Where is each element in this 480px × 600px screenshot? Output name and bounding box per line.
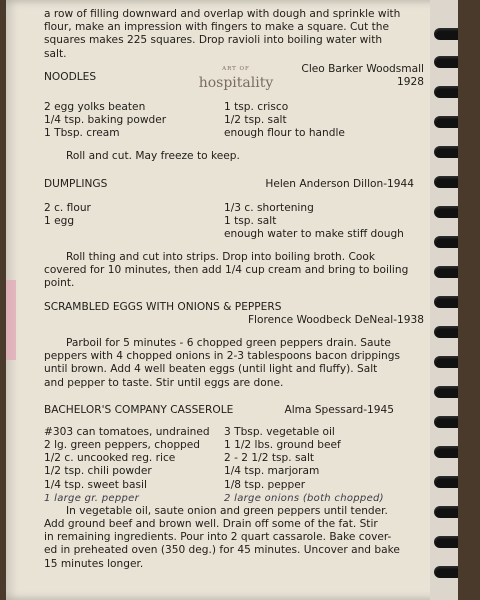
ingredient: 2 - 2 1/2 tsp. salt: [224, 452, 315, 465]
intro-line: squares makes 225 squares. Drop ravioli into boiling water with: [44, 34, 383, 47]
binding-ring: [434, 116, 458, 128]
binding-ring: [434, 236, 458, 248]
binding-ring: [434, 566, 458, 578]
binding-ring: [434, 206, 458, 218]
recipe-title: BACHELOR'S COMPANY CASSEROLE: [44, 403, 234, 416]
handwritten-note: 2 large onions (both chopped): [224, 492, 384, 504]
directions: Add ground beef and brown well. Drain off some of the fat. Stir: [44, 518, 378, 531]
ingredients: [44, 426, 424, 505]
casserole-header: [44, 404, 424, 420]
binding-ring: [434, 28, 458, 40]
ingredient: 1/4 tsp. marjoram: [224, 465, 320, 478]
ingredient: 2 egg yolks beaten: [44, 100, 146, 113]
ingredient: 1/4 tsp. baking powder: [44, 113, 167, 126]
ingredient: 1 tsp. crisco: [224, 100, 289, 113]
binding-ring: [434, 296, 458, 308]
ingredient: 2 c. flour: [44, 201, 91, 214]
recipe-title: SCRAMBLED EGGS WITH ONIONS & PEPPERS: [44, 300, 282, 313]
recipe-title: DUMPLINGS: [44, 177, 108, 190]
intro-line: flour, make an impression with fingers to make a square. Cut the: [44, 21, 390, 34]
directions: Parboil for 5 minutes - 6 chopped green peppers drain. Saute: [66, 337, 391, 349]
binding-ring: [434, 536, 458, 548]
ingredient: 1/8 tsp. pepper: [224, 478, 306, 491]
ingredients: [44, 202, 424, 242]
recipe-author: Alma Spessard-1945: [284, 403, 394, 416]
directions: ed in preheated oven (350 deg.) for 45 minutes. Uncover and bake: [44, 544, 400, 557]
directions: Roll thing and cut into strips. Drop into boiling broth. Cook: [66, 251, 375, 264]
noodles-header: [44, 61, 424, 91]
directions: Roll and cut. May freeze to keep.: [66, 150, 240, 163]
ingredient: 1/2 c. uncooked reg. rice: [44, 452, 176, 465]
ingredient: 2 lg. green peppers, chopped: [44, 438, 201, 451]
handwritten-note: 1 large gr. pepper: [44, 492, 139, 504]
binding-ring: [434, 56, 458, 68]
recipe-year: 1928: [397, 75, 424, 88]
ingredient: 1 egg: [44, 214, 75, 227]
ingredient: 1/3 c. shortening: [224, 201, 314, 214]
ingredient: #303 can tomatoes, undrained: [44, 425, 210, 438]
binding-ring: [434, 356, 458, 368]
ingredient: 1/4 tsp. sweet basil: [44, 478, 147, 491]
binding-ring: [434, 146, 458, 158]
recipe-title: NOODLES: [44, 70, 97, 83]
directions: point.: [44, 277, 75, 290]
recipe-text: [44, 8, 424, 571]
directions: in remaining ingredients. Pour into 2 quart cassarole. Bake cover-: [44, 531, 392, 544]
dumplings-header: [44, 178, 424, 196]
ingredient: enough flour to handle: [224, 127, 345, 140]
directions: covered for 10 minutes, then add 1/4 cup cream and bring to boiling: [44, 264, 409, 277]
binding-ring: [434, 176, 458, 188]
directions: In vegetable oil, saute onion and green peppers until tender.: [66, 504, 388, 517]
recipe-author: Helen Anderson Dillon-1944: [265, 177, 414, 190]
binding-ring: [434, 446, 458, 458]
ingredient: 1 tsp. salt: [224, 214, 277, 227]
hospitality-logo: ART OF hospitality: [198, 65, 274, 91]
binding-ring: [434, 506, 458, 518]
intro-line: a row of filling downward and overlap with dough and sprinkle with: [44, 8, 401, 20]
binding-ring: [434, 326, 458, 338]
binding-ring: [434, 86, 458, 98]
binding-ring: [434, 386, 458, 398]
recipe-author: Florence Woodbeck DeNeal-1938: [247, 313, 424, 326]
directions: 15 minutes longer.: [44, 557, 144, 570]
binding-ring: [434, 266, 458, 278]
recipe-author: Cleo Barker Woodsmall: [301, 62, 424, 75]
binding-ring: [434, 416, 458, 428]
intro-line: salt.: [44, 47, 67, 60]
directions: and pepper to taste. Stir until eggs are done.: [44, 376, 284, 389]
directions: peppers with 4 chopped onions in 2-3 tablespoons bacon drippings: [44, 350, 401, 363]
ingredients: [44, 101, 424, 141]
ingredient: enough water to make stiff dough: [224, 227, 404, 240]
ingredient: 1 Tbsp. cream: [44, 127, 120, 140]
ingredient: 1 1/2 lbs. ground beef: [224, 438, 341, 451]
directions: until brown. Add 4 well beaten eggs (until light and fluffy). Salt: [44, 363, 378, 376]
ingredient: 1/2 tsp. chili powder: [44, 465, 152, 478]
ingredient: 3 Tbsp. vegetable oil: [224, 425, 335, 438]
page-edge-strip: [6, 280, 16, 360]
binding-ring: [434, 476, 458, 488]
ingredient: 1/2 tsp. salt: [224, 113, 287, 126]
cookbook-page: [6, 0, 458, 600]
